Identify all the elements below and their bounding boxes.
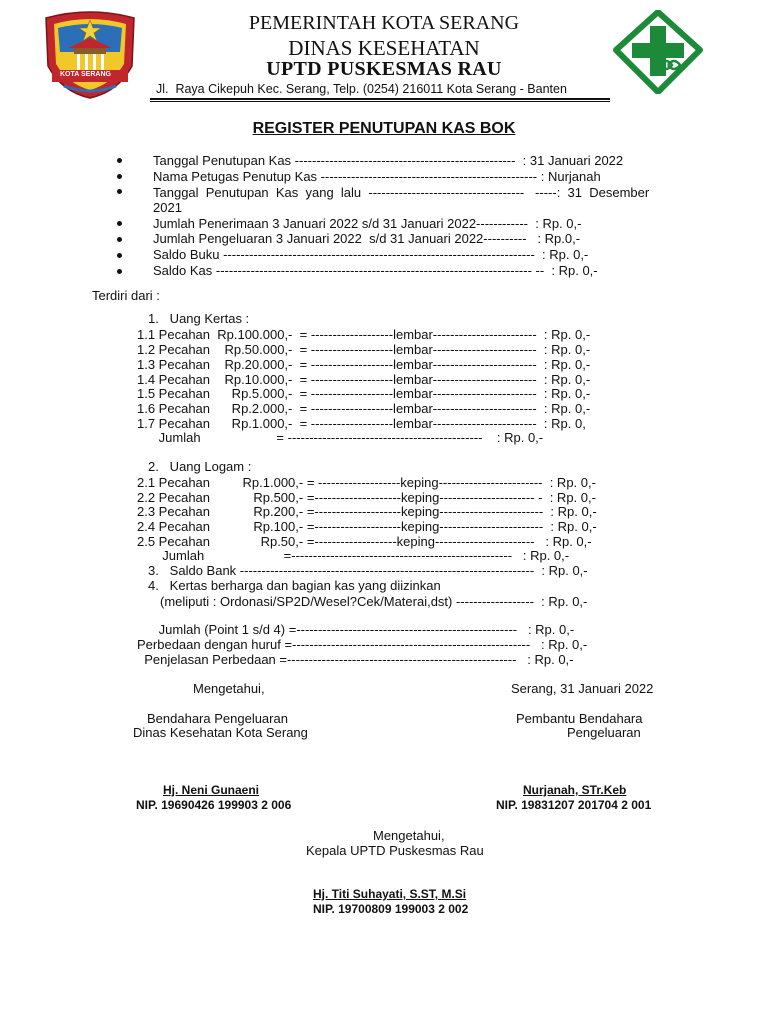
header-line-2: DINAS KESEHATAN <box>288 36 480 60</box>
list-item: Nama Petugas Penutup Kas -------------------------------------------------- : Nurjanah <box>153 169 601 184</box>
center-role: Kepala UPTD Puskesmas Rau <box>306 843 484 858</box>
list-item-continuation: 2021 <box>153 200 182 215</box>
bullet-dot <box>117 174 122 179</box>
right-signatory-name: Nurjanah, STr.Keb <box>523 783 627 797</box>
list-item: Saldo Buku ------------------------------------------------------------------------ : Rp. 0,- <box>153 247 589 262</box>
left-role-line-2: Dinas Kesehatan Kota Serang <box>133 725 308 740</box>
bullet-dot <box>117 158 122 163</box>
table-row: 1.1 Pecahan Rp.100.000,- = -------------------lembar------------------------ : Rp. 0,- <box>137 327 591 342</box>
bullet-dot <box>117 269 122 274</box>
bullet-dot <box>117 237 122 242</box>
section-intro: Terdiri dari : <box>92 288 160 303</box>
table-row: 1.3 Pecahan Rp.20.000,- = -------------------lembar------------------------ : Rp. 0,- <box>137 357 591 372</box>
table-row-total: Jumlah = --------------------------------------------- : Rp. 0,- <box>137 430 544 445</box>
header-line-3: UPTD PUSKESMAS RAU <box>266 58 502 80</box>
left-signatory-nip: NIP. 19690426 199903 2 006 <box>136 798 292 812</box>
table-row: 2.5 Pecahan Rp.50,- =-------------------keping----------------------- : Rp. 0,- <box>137 534 592 549</box>
kertas-berharga-heading: 4. Kertas berharga dan bagian kas yang diizinkan <box>148 578 441 593</box>
header-rule-bottom <box>150 101 610 102</box>
list-item: Saldo Kas ------------------------------------------------------------------------- -- : Rp. 0,- <box>153 263 598 278</box>
center-signatory-nip: NIP. 19700809 199003 2 002 <box>313 902 469 916</box>
logo-left-label: KOTA SERANG <box>60 71 111 78</box>
bullet-dot <box>117 253 122 258</box>
center-signatory-name: Hj. Titi Suhayati, S.ST, M.Si <box>313 887 467 901</box>
list-item: Jumlah Pengeluaran 3 Januari 2022 s/d 31 Januari 2022---------- : Rp.0,- <box>153 231 581 246</box>
list-item: Tanggal Penutupan Kas --------------------------------------------------- : 31 Januari 2022 <box>153 153 624 168</box>
table-row: 2.4 Pecahan Rp.100,- =--------------------keping------------------------ : Rp. 0,- <box>137 519 597 534</box>
place-date: Serang, 31 Januari 2022 <box>511 681 654 696</box>
center-mengetahui-label: Mengetahui, <box>373 828 445 843</box>
table-row: 2.1 Pecahan Rp.1.000,- = -------------------keping------------------------ : Rp. 0,- <box>137 475 596 490</box>
table-row: 1.7 Pecahan Rp.1.000,- = -------------------lembar------------------------ : Rp. 0, <box>137 416 586 431</box>
header-line-1: PEMERINTAH KOTA SERANG <box>248 12 520 34</box>
total-row: Jumlah (Point 1 s/d 4) =--------------------------------------------------- : Rp. 0,- <box>137 622 575 637</box>
left-role-line-1: Bendahara Pengeluaran <box>147 711 288 726</box>
kertas-berharga-row: (meliputi : Ordonasi/SP2D/Wesel?Cek/Materai,dst) ------------------ : Rp. 0,- <box>160 594 588 609</box>
document-title: REGISTER PENUTUPAN KAS BOK <box>252 120 516 137</box>
right-role-line-2: Pengeluaran <box>567 725 641 740</box>
table-row: 1.5 Pecahan Rp.5.000,- = -------------------lembar------------------------ : Rp. 0,- <box>137 386 591 401</box>
bullet-dot <box>117 221 122 226</box>
total-row: Perbedaan dengan huruf =------------------------------------------------------- : Rp. 0,- <box>137 637 588 652</box>
table-row: 2.3 Pecahan Rp.200,- =--------------------keping------------------------ : Rp. 0,- <box>137 504 597 519</box>
bullet-dot <box>117 189 122 194</box>
header-address: Jl. Raya Cikepuh Kec. Serang, Telp. (0254) 216011 Kota Serang - Banten <box>156 82 567 96</box>
list-item: Tanggal Penutupan Kas yang lalu ------------------------------------ -----: 31 Desember <box>153 185 650 200</box>
puskesmas-logo <box>612 10 704 94</box>
table-row: 1.6 Pecahan Rp.2.000,- = -------------------lembar------------------------ : Rp. 0,- <box>137 401 591 416</box>
section-heading: 2. Uang Logam : <box>148 459 252 474</box>
total-row: Penjelasan Perbedaan =----------------------------------------------------- : Rp. 0,- <box>137 652 574 667</box>
mengetahui-label: Mengetahui, <box>193 681 265 696</box>
table-row: 1.4 Pecahan Rp.10.000,- = -------------------lembar------------------------ : Rp. 0,- <box>137 372 591 387</box>
right-signatory-nip: NIP. 19831207 201704 2 001 <box>496 798 652 812</box>
section-heading: 1. Uang Kertas : <box>148 311 250 326</box>
table-row: 1.2 Pecahan Rp.50.000,- = -------------------lembar------------------------ : Rp. 0,- <box>137 342 591 357</box>
right-role-line-1: Pembantu Bendahara <box>516 711 643 726</box>
left-signatory-name: Hj. Neni Gunaeni <box>163 783 260 797</box>
table-row: 2.2 Pecahan Rp.500,- =--------------------keping---------------------- - : Rp. 0,- <box>137 490 596 505</box>
table-row-total: Jumlah =--------------------------------------------------- : Rp. 0,- <box>137 548 570 563</box>
header-rule-top <box>150 98 610 100</box>
list-item: Jumlah Penerimaan 3 Januari 2022 s/d 31 Januari 2022------------ : Rp. 0,- <box>153 216 582 231</box>
saldo-bank-row: 3. Saldo Bank -------------------------------------------------------------------- : Rp. 0,- <box>148 563 588 578</box>
